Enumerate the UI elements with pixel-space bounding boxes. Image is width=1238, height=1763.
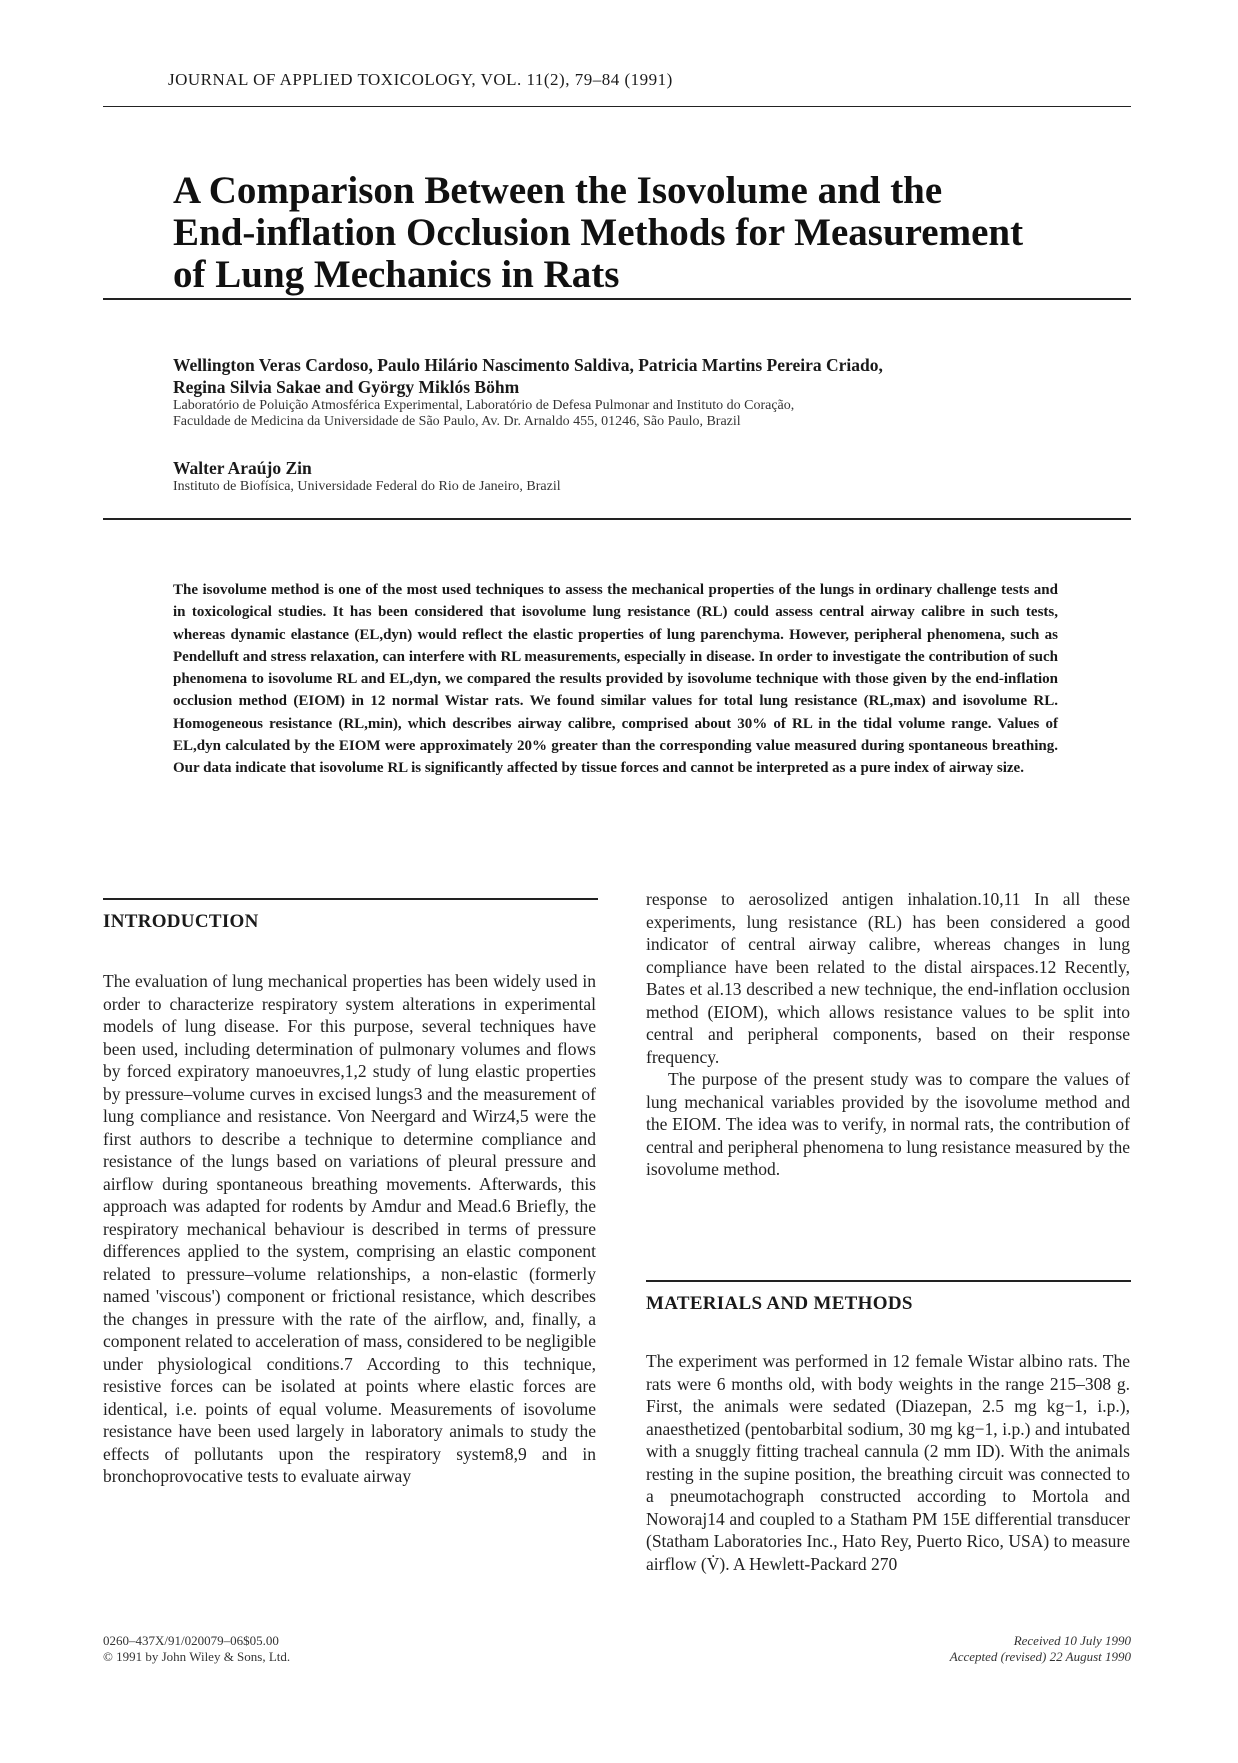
accepted-date: Accepted (revised) 22 August 1990 [949, 1649, 1131, 1664]
methods-heading: MATERIALS AND METHODS [646, 1293, 913, 1314]
methods-rule [646, 1280, 1131, 1282]
abstract: The isovolume method is one of the most used techniques to assess the mechanical properties of the lungs in ordinary challenge tests and in toxicological studies. It has been considered that isovolume lung resistance (RL) could assess central airway calibre in such tests, whereas dynamic elastance (EL,dyn) would reflect the elastic properties of lung parenchyma. However, peripheral phenomena, such as Pendelluft and stress relaxation, can interfere with RL measurements, especially in disease. In order to investigate the contribution of such phenomena to isovolume RL and EL,dyn, we compared the results provided by isovolume technique with those given by the end-inflation occlusion method (EIOM) in 12 normal Wistar rats. We found similar values for total lung resistance (RL,max) and isovolume RL. Homogeneous resistance (RL,min), which describes airway calibre, comprised about 30% of RL in the tidal volume range. Values of EL,dyn calculated by the EIOM were approximately 20% greater than the corresponding value measured during spontaneous breathing. Our data indicate that isovolume RL is significantly affected by tissue forces and cannot be interpreted as a pure index of airway size. [173, 582, 1058, 777]
methods-column [646, 1350, 1130, 1575]
issn-code: 0260–437X/91/020079–06$05.00 [103, 1633, 279, 1648]
title-line-2: End-inflation Occlusion Methods for Measurement [173, 211, 1024, 254]
introduction-rule [103, 898, 598, 900]
paper-title [173, 170, 1113, 296]
journal-header: JOURNAL OF APPLIED TOXICOLOGY, VOL. 11(2), 79–84 (1991) [168, 70, 673, 89]
footer-right [904, 1633, 1131, 1665]
author-names-line-2: Regina Silvia Sakae and György Miklós Böhm [173, 377, 520, 397]
title-rule [103, 298, 1131, 300]
author-name-zin: Walter Araújo Zin [173, 458, 312, 478]
affiliation-line-1: Laboratório de Poluição Atmosférica Experimental, Laboratório de Defesa Pulmonar and Instituto do Coração, [173, 398, 795, 413]
title-line-3: of Lung Mechanics in Rats [173, 253, 620, 296]
author-names-line-1: Wellington Veras Cardoso, Paulo Hilário Nascimento Saldiva, Patricia Martins Pereira Criado, [173, 355, 883, 375]
methods-paragraph: The experiment was performed in 12 female Wistar albino rats. The rats were 6 months old, with body weights in the range 215–308 g. First, the animals were sedated (Diazepan, 2.5 mg kg−1, i.p.), anaesthetized (pentobarbital sodium, 30 mg kg−1, i.p.) and intubated with a snuggly fitting tracheal cannula (2 mm ID). With the animals resting in the supine position, the breathing circuit was connected to a pneumotachograph constructed according to Mortola and Noworaj14 and coupled to a Statham PM 15E differential transducer (Statham Laboratories Inc., Hato Rey, Puerto Rico, USA) to measure airflow (V̇). A Hewlett-Packard 270 [646, 1351, 1130, 1574]
introduction-heading: INTRODUCTION [103, 911, 259, 932]
received-date: Received 10 July 1990 [1013, 1633, 1131, 1648]
author-block-2 [173, 457, 1113, 495]
copyright-line: © 1991 by John Wiley & Sons, Ltd. [103, 1649, 291, 1664]
introduction-column [103, 970, 596, 1488]
affiliation-zin: Instituto de Biofísica, Universidade Federal do Rio de Janeiro, Brazil [173, 479, 561, 494]
author-block-1 [173, 354, 1113, 430]
right-column-intro [646, 888, 1130, 1181]
affiliation-line-2: Faculdade de Medicina da Universidade de São Paulo, Av. Dr. Arnaldo 455, 01246, São Paulo, Brazil [173, 414, 741, 429]
purpose-paragraph: The purpose of the present study was to compare the values of lung mechanical variables provided by the isovolume method and the EIOM. The idea was to verify, in normal rats, the contribution of central and peripheral phenomena to lung resistance measured by the isovolume method. [646, 1069, 1130, 1179]
footer-left [103, 1633, 290, 1665]
introduction-paragraph: The evaluation of lung mechanical properties has been widely used in order to characterize respiratory system alterations in experimental models of lung disease. For this purpose, several techniques have been used, including determination of pulmonary volumes and flows by forced expiratory manoeuvres,1,2 study of lung elastic properties by pressure–volume curves in excised lungs3 and the measurement of lung compliance and resistance. Von Neergard and Wirz4,5 were the first authors to describe a technique to determine compliance and resistance of the lungs based on variations of pleural pressure and airflow during spontaneous breathing movements. Afterwards, this approach was adapted for rodents by Amdur and Mead.6 Briefly, the respiratory mechanical behaviour is described in terms of pressure differences applied to the system, comprising an elastic component related to pressure–volume relationships, a non-elastic (formerly named 'viscous') component or frictional resistance, which describes the changes in pressure with the rate of the airflow, and, finally, a component related to acceleration of mass, considered to be negligible under physiological conditions.7 According to this technique, resistive forces can be isolated at points where elastic forces are identical, i.e. points of equal volume. Measurements of isovolume resistance have been used largely in laboratory animals to study the effects of pollutants upon the respiratory system8,9 and in bronchoprovocative tests to evaluate airway [103, 971, 596, 1486]
authors-rule [103, 518, 1131, 520]
intro-continuation-paragraph: response to aerosolized antigen inhalation.10,11 In all these experiments, lung resistance (RL) has been considered a good indicator of central airway calibre, whereas changes in lung compliance have been related to the distal airspaces.12 Recently, Bates et al.13 described a new technique, the end-inflation occlusion method (EIOM), which allows resistance values to be split into central and peripheral components, based on their response frequency. [646, 889, 1130, 1067]
title-line-1: A Comparison Between the Isovolume and the [173, 169, 943, 212]
header-rule [103, 106, 1131, 107]
